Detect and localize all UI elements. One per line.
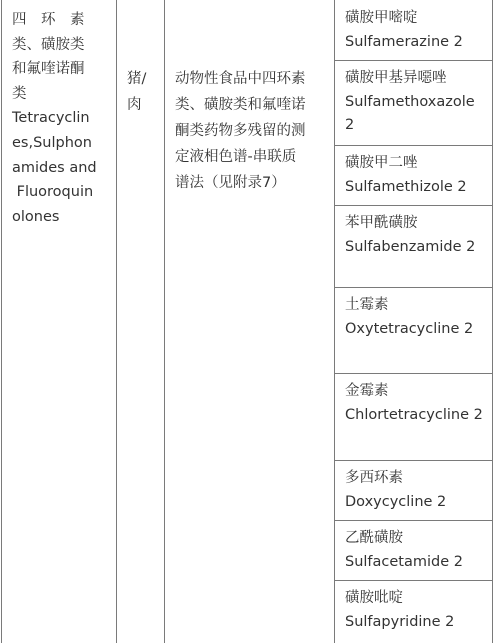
drug-name-en: Sulfamerazine 2 xyxy=(345,33,463,50)
row-divider xyxy=(334,373,492,374)
drug-name-en: Sulfapyridine 2 xyxy=(345,613,455,630)
row-divider xyxy=(334,205,492,206)
drug-name-en: Sulfacetamide 2 xyxy=(345,553,463,570)
drug-name-cn: 磺胺甲嘧啶 xyxy=(345,10,418,26)
drug-name-en: Sulfamethizole 2 xyxy=(345,178,467,195)
drug-cell xyxy=(345,467,483,514)
drug-name-cn: 磺胺甲二唑 xyxy=(345,155,418,171)
column-divider-3 xyxy=(334,0,335,643)
category-en-line: olones xyxy=(12,208,60,225)
drug-name-cn: 磺胺甲基异噁唑 xyxy=(345,70,447,86)
category-en-line: Tetracyclin xyxy=(12,110,90,127)
row-divider xyxy=(334,580,492,581)
category-en-line: Fluoroquin xyxy=(12,184,94,201)
drug-name-en: Chlortetracycline 2 xyxy=(345,406,483,423)
category-en-line: amides and xyxy=(12,159,97,176)
category-en-line: es,Sulphon xyxy=(12,134,92,151)
drug-name-en: Doxycycline 2 xyxy=(345,493,447,510)
drug-name-cn: 苯甲酰磺胺 xyxy=(345,215,418,231)
category-cn-line: 类 xyxy=(12,85,27,102)
drug-name-en: Sulfamethoxazole 2 xyxy=(345,93,475,133)
drug-name-cn: 土霉素 xyxy=(345,297,389,313)
drug-cell xyxy=(345,294,483,341)
drug-cell xyxy=(345,527,483,574)
category-cn-line: 和氟喹诺酮 xyxy=(12,61,85,78)
method-line: 类、磺胺类和氟喹诺 xyxy=(175,97,306,113)
table-border-right xyxy=(492,0,493,643)
drug-cell xyxy=(345,152,483,199)
drug-name-cn: 乙酰磺胺 xyxy=(345,530,403,546)
drug-cell xyxy=(345,7,483,54)
drug-cell xyxy=(345,587,483,634)
category-cn-line: 类、磺胺类 xyxy=(12,36,85,53)
method-cell xyxy=(175,66,330,196)
column-divider-2 xyxy=(164,0,165,643)
column-divider-1 xyxy=(116,0,117,643)
drug-name-cn: 金霉素 xyxy=(345,383,389,399)
drug-name-cn: 磺胺吡啶 xyxy=(345,590,403,606)
method-line: 谱法（见附录7） xyxy=(175,175,286,191)
table-border-left xyxy=(1,0,2,643)
drug-cell xyxy=(345,212,483,259)
method-line: 动物性食品中四环素 xyxy=(175,71,306,87)
animal-cell xyxy=(127,66,161,118)
method-line: 定液相色谱-串联质 xyxy=(175,149,297,165)
animal-line: 猪/ xyxy=(127,71,147,87)
drug-name-en: Oxytetracycline 2 xyxy=(345,320,474,337)
category-cn-line: 四 环 素 xyxy=(12,12,85,28)
row-divider xyxy=(334,145,492,146)
animal-line: 肉 xyxy=(127,97,142,113)
row-divider xyxy=(334,287,492,288)
row-divider xyxy=(334,60,492,61)
method-line: 酮类药物多残留的测 xyxy=(175,123,306,139)
drug-cell xyxy=(345,67,483,138)
row-divider xyxy=(334,460,492,461)
drug-name-en: Sulfabenzamide 2 xyxy=(345,238,476,255)
drug-name-cn: 多西环素 xyxy=(345,470,403,486)
category-cell xyxy=(12,8,112,229)
row-divider xyxy=(334,520,492,521)
drug-cell xyxy=(345,380,483,427)
